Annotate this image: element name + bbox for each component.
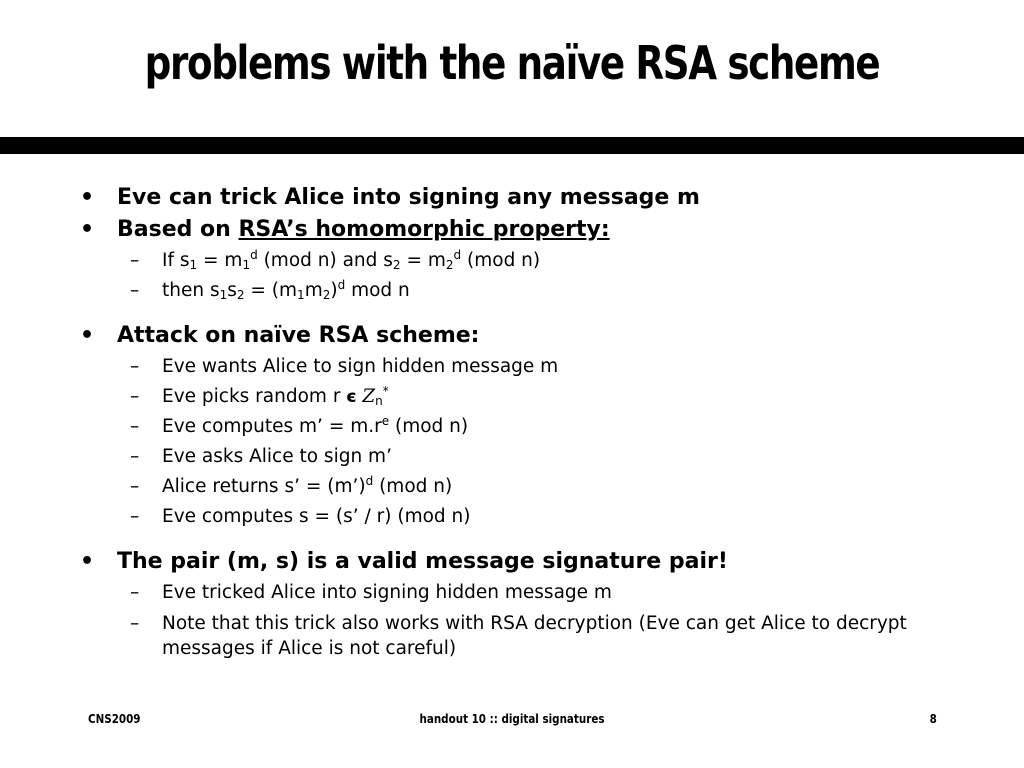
footer-handout: handout 10 :: digital signatures xyxy=(419,711,605,726)
dash-icon: – xyxy=(130,386,140,407)
dash-icon: – xyxy=(130,250,140,271)
footer-course: CNS2009 xyxy=(88,711,141,726)
sub-bullet-computes-m xyxy=(80,412,960,442)
sub-bullet-asks xyxy=(80,442,960,472)
asks-text: Eve asks Alice to sign m’ xyxy=(162,446,392,467)
dash-icon: – xyxy=(130,356,140,377)
sub-bullet-tricked xyxy=(80,578,960,608)
dash-icon: – xyxy=(130,582,140,603)
dash-icon: – xyxy=(130,280,140,301)
sub-bullet-decryption-note xyxy=(80,608,960,661)
sub-bullet-then xyxy=(80,276,960,306)
sub-bullet-if xyxy=(80,246,960,276)
returns-formula: Alice returns s’ = (m’)$^d$ (mod n) xyxy=(162,474,453,497)
computes-m-formula: Eve computes m’ = $m.r^e$ (mod n) xyxy=(162,414,469,437)
bullet-icon: • xyxy=(80,217,95,242)
dash-icon: – xyxy=(130,506,140,527)
element-of-icon: є xyxy=(346,387,357,407)
bullet-valid-pair-text: The pair (m, s) is a valid message signature pair! xyxy=(117,549,728,574)
bullet-homomorphic-prefix: Based on xyxy=(117,217,239,242)
footer-page-number: 8 xyxy=(929,711,937,726)
bullet-icon: • xyxy=(80,185,95,210)
bullet-attack-text: Attack on naïve RSA scheme: xyxy=(117,323,480,348)
bullet-trick-text: Eve can trick Alice into signing any message m xyxy=(117,185,700,210)
bullet-trick xyxy=(80,182,960,214)
computes-s-text: Eve computes s = (s’ / r) (mod n) xyxy=(162,506,471,527)
title-divider xyxy=(0,137,1024,154)
sub-bullet-computes-s xyxy=(80,502,960,532)
sub-bullet-wants xyxy=(80,352,960,382)
homomorphic-property-text: RSA’s homomorphic property: xyxy=(238,217,610,242)
dash-icon: – xyxy=(130,446,140,467)
bullet-valid-pair xyxy=(80,546,960,578)
bullet-icon: • xyxy=(80,323,95,348)
slide-content xyxy=(80,182,960,661)
bullet-homomorphic xyxy=(80,214,960,246)
sub-bullet-returns xyxy=(80,472,960,502)
bullet-icon: • xyxy=(80,549,95,574)
dash-icon: – xyxy=(130,613,140,634)
dash-icon: – xyxy=(130,416,140,437)
decryption-note-text: Note that this trick also works with RSA decryption (Eve can get Alice to decrypt messages if Alice is not careful) xyxy=(162,613,907,659)
dash-icon: – xyxy=(130,476,140,497)
bullet-attack xyxy=(80,320,960,352)
sub-bullet-picks xyxy=(80,382,960,412)
wants-text: Eve wants Alice to sign hidden message m xyxy=(162,356,559,377)
tricked-text: Eve tricked Alice into signing hidden message m xyxy=(162,582,612,603)
if-formula: If $s_1 = m_1^d$ (mod n) and $s_2 = m_2^d$ (mod n) xyxy=(162,248,541,272)
then-formula: then $s_1s_2 = (m_1m_2)^d$ mod n xyxy=(162,278,410,302)
picks-formula: Eve picks random r є $Z_n^*$ xyxy=(162,384,389,408)
slide-title: problems with the naïve RSA scheme xyxy=(144,36,880,90)
